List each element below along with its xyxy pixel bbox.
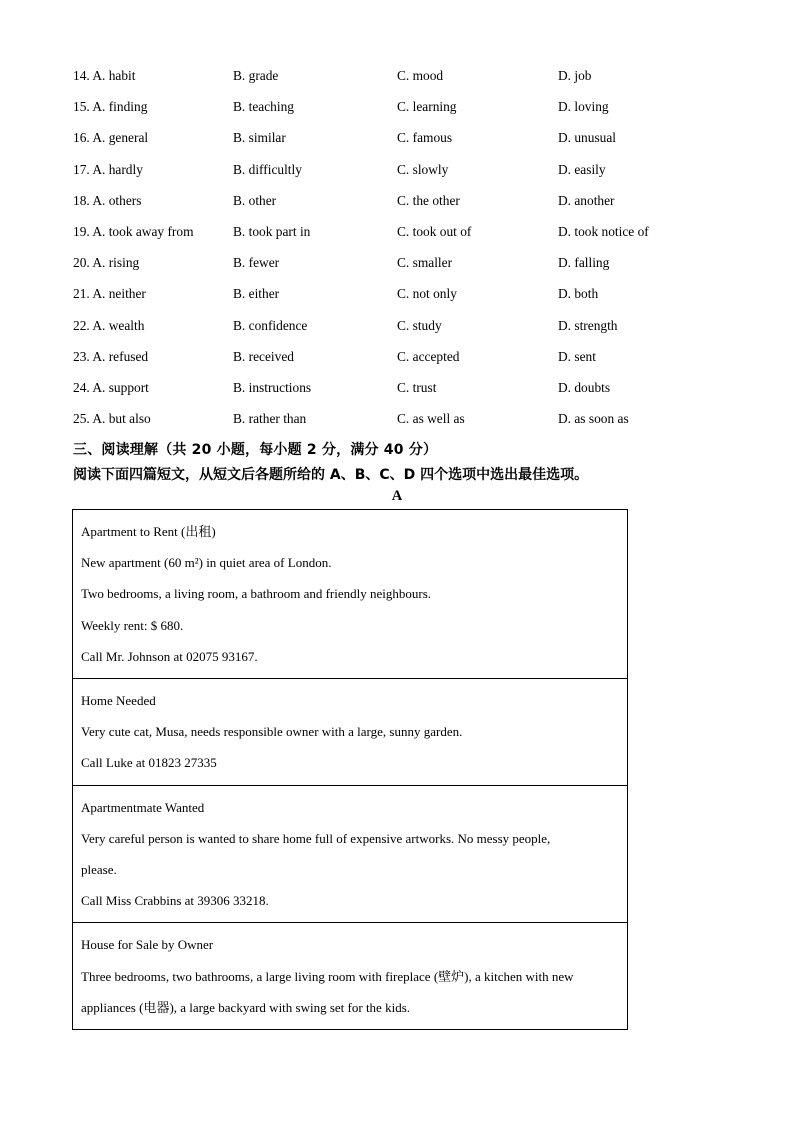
option-a: 14. A. habit	[73, 68, 136, 83]
ad-text: Weekly rent: $ 680.	[81, 617, 184, 633]
option-a: 17. A. hardly	[73, 161, 143, 177]
ad-contact: Call Mr. Johnson at 02075 93167.	[81, 648, 258, 664]
option-a: 23. A. refused	[73, 348, 149, 364]
option-d: D. easily	[558, 161, 606, 177]
option-c: C. trust	[397, 379, 437, 395]
option-row-22	[73, 316, 713, 347]
option-c: C. the other	[397, 192, 460, 208]
ad-text: Two bedrooms, a living room, a bathroom and friendly neighbours.	[81, 586, 432, 602]
ad-text: appliances (电器), a large backyard with swing set for the kids.	[81, 999, 410, 1015]
ad-text: please.	[81, 862, 117, 878]
option-d: D. doubts	[558, 379, 611, 395]
ad-title: Apartment to Rent (出租)	[81, 524, 216, 539]
ad-text: New apartment (60 m²) in quiet area of London.	[81, 555, 332, 571]
option-row-20	[73, 253, 713, 284]
ad-house-cell	[73, 923, 628, 1030]
section-instruction: 阅读下面四篇短文，从短文后各题所给的 A、B、C、D 四个选项中选出最佳选项。	[73, 467, 589, 483]
ad-home-needed	[73, 679, 628, 786]
ad-text: Three bedrooms, two bathrooms, a large living room with fireplace (壁炉), a kitchen with new	[81, 968, 574, 984]
option-a: 25. A. but also	[73, 411, 151, 427]
option-row-16	[73, 128, 713, 159]
ad-contact: Call Luke at 01823 27335	[81, 755, 217, 771]
option-a: 19. A. took away from	[73, 223, 194, 239]
option-row-24	[73, 378, 713, 409]
ad-home-cell	[73, 679, 628, 786]
passage-label: A	[391, 488, 403, 504]
option-row-25	[73, 409, 713, 440]
option-b: B. difficultly	[233, 161, 302, 177]
option-d: D. falling	[558, 255, 610, 271]
option-d: D. loving	[558, 99, 609, 115]
option-row-23	[73, 347, 713, 378]
option-b: B. either	[233, 286, 280, 302]
option-a: 15. A. finding	[73, 99, 148, 115]
option-row-15	[73, 97, 713, 128]
option-d: D. strength	[558, 317, 618, 333]
option-a: 20. A. rising	[73, 255, 140, 271]
option-b: B. teaching	[233, 99, 294, 115]
option-row-19	[73, 222, 713, 253]
option-c: C. accepted	[397, 348, 460, 364]
cloze-options-list	[73, 66, 713, 440]
option-c: C. famous	[397, 130, 453, 146]
option-row-21	[73, 284, 713, 315]
option-c: C. slowly	[397, 161, 449, 177]
option-row-18	[73, 191, 713, 222]
ad-text: Very cute cat, Musa, needs responsible owner with a large, sunny garden.	[81, 724, 463, 740]
ad-apartmentmate	[73, 785, 628, 923]
option-d: D. unusual	[558, 130, 617, 146]
ad-title: Home Needed	[81, 693, 156, 709]
ad-title: Apartmentmate Wanted	[81, 799, 205, 815]
option-a: 18. A. others	[73, 192, 142, 208]
option-b: B. received	[233, 348, 294, 364]
option-a: 22. A. wealth	[73, 317, 145, 333]
option-a: 16. A. general	[73, 130, 149, 146]
option-d: D. took notice of	[558, 223, 649, 239]
option-b: B. grade	[233, 68, 279, 83]
option-b: B. confidence	[233, 317, 308, 333]
ad-apartment	[73, 510, 628, 679]
option-b: B. took part in	[233, 223, 311, 239]
option-c: C. took out of	[397, 223, 472, 239]
ad-text: Very careful person is wanted to share home full of expensive artworks. No messy people,	[81, 830, 551, 846]
option-c: C. study	[397, 317, 442, 333]
option-b: B. fewer	[233, 255, 280, 271]
ad-mate-cell	[73, 785, 628, 923]
option-a: 24. A. support	[73, 379, 149, 395]
ad-contact: Call Miss Crabbins at 39306 33218.	[81, 893, 269, 909]
option-b: B. rather than	[233, 411, 307, 427]
option-b: B. other	[233, 192, 277, 208]
option-a: 21. A. neither	[73, 286, 146, 302]
option-d: D. job	[558, 68, 592, 83]
option-c: C. as well as	[397, 411, 465, 427]
option-d: D. both	[558, 286, 599, 302]
option-d: D. sent	[558, 348, 596, 364]
option-c: C. mood	[397, 68, 444, 83]
ad-house-sale	[73, 923, 628, 1030]
option-c: C. not only	[397, 286, 457, 302]
option-row-17	[73, 160, 713, 191]
option-b: B. similar	[233, 130, 286, 146]
option-row-14	[73, 66, 713, 97]
option-c: C. learning	[397, 99, 457, 115]
ads-table	[72, 509, 628, 1030]
option-c: C. smaller	[397, 255, 453, 271]
ad-apartment-cell	[73, 510, 628, 679]
option-b: B. instructions	[233, 379, 312, 395]
option-d: D. another	[558, 192, 615, 208]
section-title: 三、阅读理解（共 20 小题，每小题 2 分，满分 40 分）	[73, 442, 438, 458]
option-d: D. as soon as	[558, 411, 629, 427]
ad-title: House for Sale by Owner	[81, 937, 214, 953]
